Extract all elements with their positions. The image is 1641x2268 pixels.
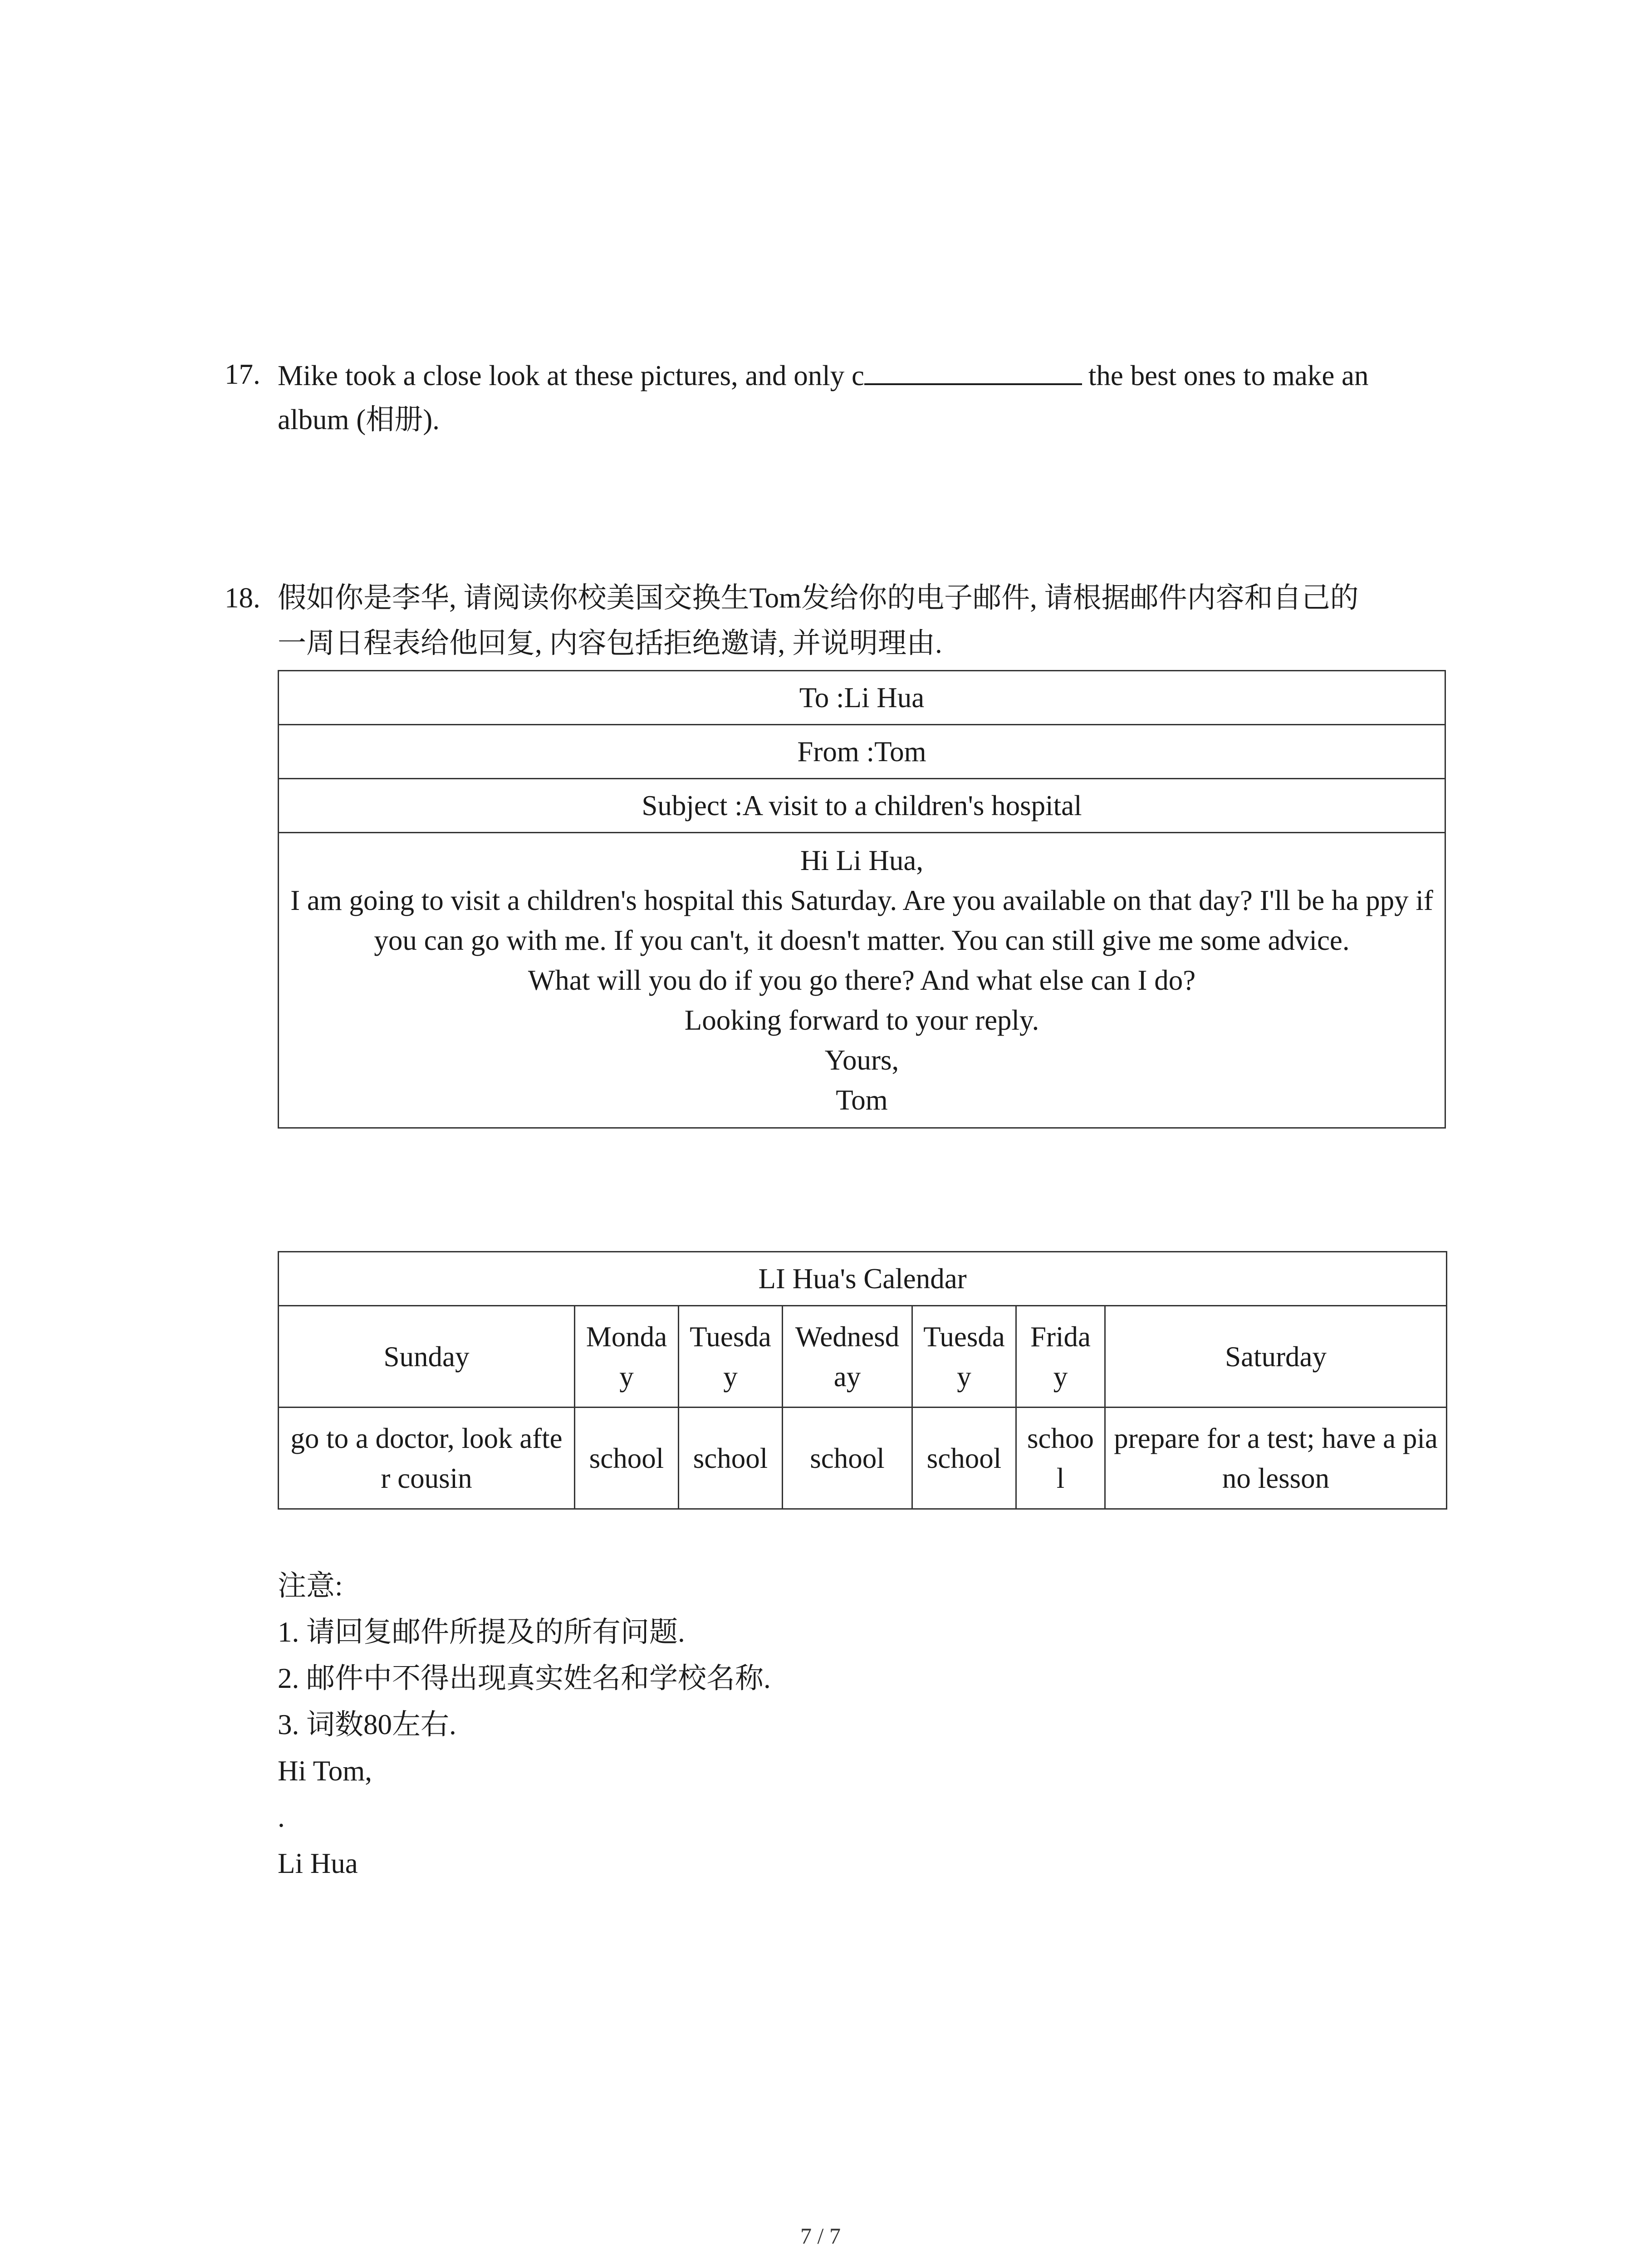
reply-body-placeholder: . <box>278 1801 285 1833</box>
email-body-line: What will you do if you go there? And what else can I do? <box>528 964 1196 996</box>
email-body-line: I am going to visit a children's hospital this Saturday. Are you available on that day? I'll be ha ppy if you can go with me. If you can't, it doesn't matter. You can still give me some advice. <box>290 885 1433 956</box>
question-text-line: album (相册). <box>278 404 440 435</box>
email-from: From :Tom <box>279 725 1445 779</box>
calendar-title: LI Hua's Calendar <box>279 1252 1447 1306</box>
question-number: 18. <box>225 582 260 614</box>
email-to: To :Li Hua <box>279 671 1445 725</box>
calendar-day-header: Tuesday <box>679 1306 783 1408</box>
notes-heading: 注意: <box>278 1570 343 1602</box>
calendar-activity: school <box>679 1408 783 1509</box>
email-table <box>278 670 1446 1129</box>
email-body-line: Yours, <box>824 1044 899 1076</box>
question-text-line <box>278 352 1369 398</box>
calendar-activity: school <box>1016 1408 1105 1509</box>
calendar-day-header: Saturday <box>1105 1306 1447 1408</box>
calendar-day-header: Sunday <box>279 1306 575 1408</box>
calendar-day-header: Friday <box>1016 1306 1105 1408</box>
notes-section <box>278 1563 771 1887</box>
question-text: Mike took a close look at these pictures, and only c <box>278 360 864 391</box>
calendar-table <box>278 1251 1447 1510</box>
calendar-day-header: Monday <box>575 1306 679 1408</box>
calendar-activity: go to a doctor, look after cousin <box>279 1408 575 1509</box>
email-body-line: Tom <box>836 1084 888 1116</box>
question-number: 17. <box>225 358 260 390</box>
notes-item: 2. 邮件中不得出现真实姓名和学校名称. <box>278 1662 771 1694</box>
question-text-line: 一周日程表给他回复, 内容包括拒绝邀请, 并说明理由. <box>278 627 942 659</box>
reply-greeting: Hi Tom, <box>278 1755 372 1787</box>
calendar-activity: school <box>912 1408 1016 1509</box>
calendar-activity: prepare for a test; have a piano lesson <box>1105 1408 1447 1509</box>
question-text-line: 假如你是李华, 请阅读你校美国交换生Tom发给你的电子邮件, 请根据邮件内容和自己的 <box>278 582 1359 614</box>
calendar-activity: school <box>575 1408 679 1509</box>
notes-item: 1. 请回复邮件所提及的所有问题. <box>278 1616 685 1648</box>
email-body <box>279 833 1445 1128</box>
question-18 <box>0 575 1641 670</box>
email-subject: Subject :A visit to a children's hospital <box>279 779 1445 833</box>
calendar-day-header: Wednesday <box>783 1306 912 1408</box>
question-17 <box>0 352 1641 451</box>
calendar-day-header: Tuesday <box>912 1306 1016 1408</box>
question-text: the best ones to make an <box>1088 360 1369 391</box>
calendar-activity: school <box>783 1408 912 1509</box>
email-body-line: Looking forward to your reply. <box>684 1004 1039 1036</box>
answer-blank[interactable] <box>864 352 1082 385</box>
notes-item: 3. 词数80左右. <box>278 1709 456 1740</box>
page-number: 7 / 7 <box>800 2223 841 2248</box>
reply-signature: Li Hua <box>278 1848 358 1879</box>
email-body-line: Hi Li Hua, <box>800 845 924 876</box>
